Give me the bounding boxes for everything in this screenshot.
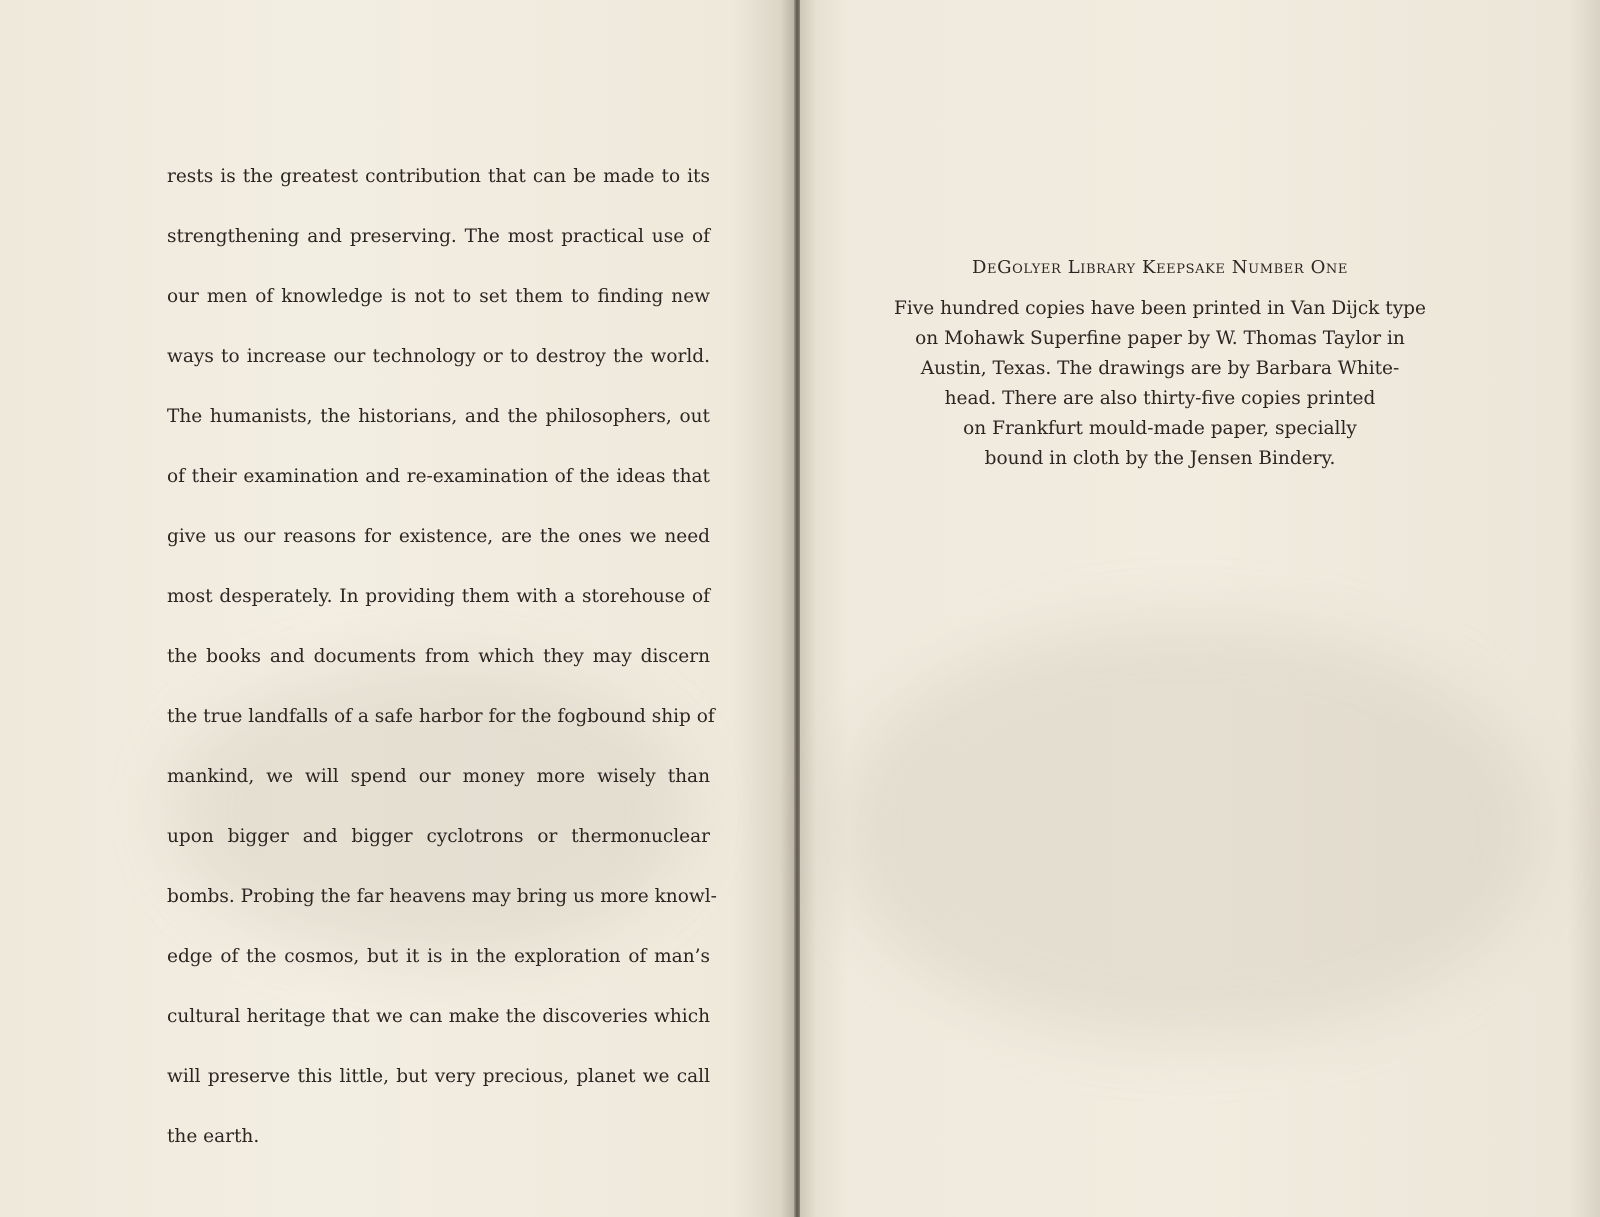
colophon-line: Austin, Texas. The drawings are by Barbara White- (920, 358, 1400, 379)
text-line: upon bigger and bigger cyclotrons or thermonuclear (167, 826, 710, 847)
colophon (880, 254, 1440, 474)
text-line: mankind, we will spend our money more wisely than (167, 766, 710, 787)
colophon-line: on Frankfurt mould-made paper, specially (963, 418, 1357, 439)
text-line: edge of the cosmos, but it is in the exploration of man’s (167, 946, 710, 967)
text-line: cultural heritage that we can make the discoveries which (167, 1006, 710, 1027)
right-page (800, 0, 1600, 1217)
text-line: rests is the greatest contribution that can be made to its (167, 166, 710, 187)
text-line: give us our reasons for existence, are the ones we need (167, 526, 710, 547)
page-shadow (840, 620, 1540, 1040)
left-page (0, 0, 796, 1217)
text-line: bombs. Probing the far heavens may bring us more knowl- (167, 886, 717, 907)
text-line: of their examination and re-examination of the ideas that (167, 466, 710, 487)
colophon-line: on Mohawk Superfine paper by W. Thomas Taylor in (915, 328, 1405, 349)
text-line: will preserve this little, but very precious, planet we call (167, 1066, 710, 1087)
text-line: our men of knowledge is not to set them to finding new (167, 286, 710, 307)
colophon-line: Five hundred copies have been printed in Van Dijck type (894, 298, 1426, 319)
text-line: strengthening and preserving. The most practical use of (167, 226, 710, 247)
text-line: most desperately. In providing them with a storehouse of (167, 586, 710, 607)
colophon-line: bound in cloth by the Jensen Bindery. (984, 448, 1336, 469)
text-line: the earth. (167, 1126, 260, 1147)
colophon-text (880, 294, 1440, 474)
colophon-heading: DeGolyer Library Keepsake Number One (971, 257, 1349, 278)
text-line: the true landfalls of a safe harbor for the fogbound ship of (167, 706, 715, 727)
text-line: ways to increase our technology or to destroy the world. (167, 346, 710, 367)
text-line: The humanists, the historians, and the philosophers, out (167, 406, 710, 427)
text-line: the books and documents from which they may discern (167, 646, 710, 667)
colophon-line: head. There are also thirty-five copies printed (944, 388, 1376, 409)
essay-text (167, 132, 717, 1182)
